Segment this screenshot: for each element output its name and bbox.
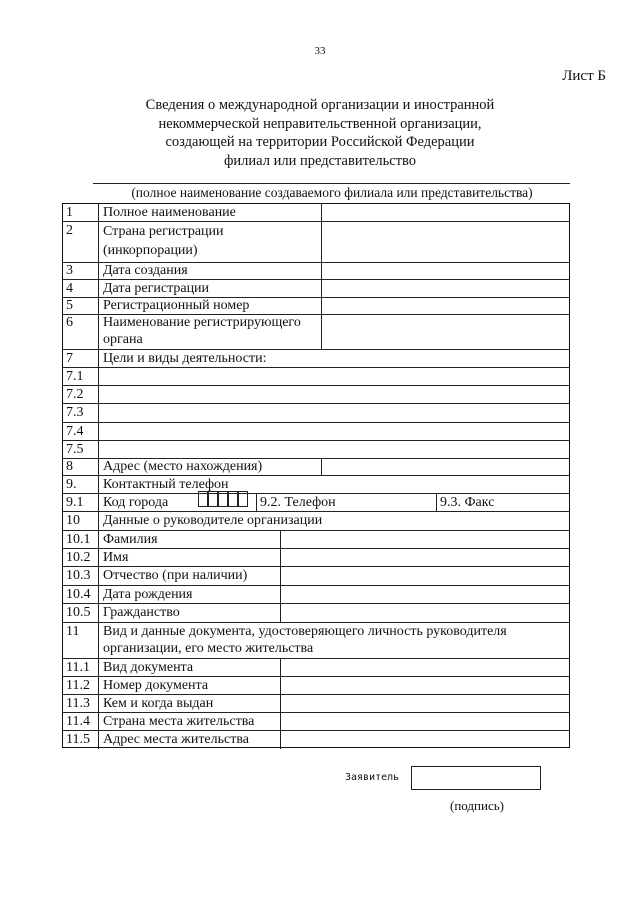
city-code-label: Код города [103,495,169,510]
signature-field[interactable] [411,766,541,790]
row-8-number: 8 [66,459,73,474]
row-8-label: Адрес (место нахождения) [103,459,263,474]
row-3-label: Дата создания [103,263,188,278]
row-11-3-label: Кем и когда выдан [103,696,214,711]
row-2-label: Страна регистрации (инкорпорации) [103,224,224,258]
row-11-4-label: Страна места жительства [103,714,255,729]
row-10-5-number: 10.5 [66,605,91,620]
row-10-1-label: Фамилия [103,532,158,547]
row-7-label: Цели и виды деятельности: [103,351,267,366]
row-9-1-number: 9.1 [66,495,84,510]
document-title [0,96,640,170]
row-11-2-label: Номер документа [103,678,209,693]
row-1-label: Полное наименование [103,205,236,220]
row-11-label: Вид и данные документа, удостоверяющего личность руководителя организации, его место жительства [103,624,507,656]
row-5-number: 5 [66,298,73,313]
row-10-4-label: Дата рождения [103,587,193,602]
row-3-number: 3 [66,263,73,278]
row-7-number: 7 [66,351,73,366]
city-code-box-1[interactable] [198,491,208,507]
row-7-1-number: 7.1 [66,369,84,384]
city-code-box-5[interactable] [238,491,248,507]
title-line-1: Сведения о международной организации и иностранной [145,97,495,113]
row-9-number: 9. [66,477,77,492]
row-11-2-number: 11.2 [66,678,90,693]
row-10-3-label: Отчество (при наличии) [103,568,248,583]
city-code-box-2[interactable] [208,491,218,507]
title-line-3: создающей на территории Российской Федерации [165,134,475,150]
row-10-3-number: 10.3 [66,568,91,583]
row-5-label: Регистрационный номер [103,298,250,313]
full-name-underline [93,183,570,184]
sheet-label: Лист Б [562,68,606,84]
city-code-box-4[interactable] [228,491,238,507]
city-code-box-3[interactable] [218,491,228,507]
fax-label: 9.3. Факс [440,495,495,510]
row-7-4-number: 7.4 [66,424,84,439]
row-11-4-number: 11.4 [66,714,90,729]
row-11-5-number: 11.5 [66,732,90,747]
row-10-2-label: Имя [103,550,129,565]
row-6-label: Наименование регистрирующего органа [103,315,301,347]
row-6-number: 6 [66,315,73,330]
row-10-4-number: 10.4 [66,587,91,602]
row-7-5-number: 7.5 [66,442,84,457]
info-table [62,203,570,748]
row-4-label: Дата регистрации [103,281,210,296]
title-line-2: некоммерческой неправительственной организации, [158,115,482,132]
row-1-number: 1 [66,205,73,220]
row-10-number: 10 [66,513,80,528]
row-11-1-label: Вид документа [103,660,194,675]
row-11-3-number: 11.3 [66,696,90,711]
page-number: 33 [314,45,326,57]
row-11-5-label: Адрес места жительства [103,732,249,747]
phone-label: 9.2. Телефон [260,495,336,510]
row-9-label: Контактный телефон [103,477,229,492]
row-10-label: Данные о руководителе организации [103,513,323,528]
row-2-number: 2 [66,223,73,238]
row-10-5-label: Гражданство [103,605,180,620]
row-10-1-number: 10.1 [66,532,91,547]
row-4-number: 4 [66,281,73,296]
row-11-1-number: 11.1 [66,660,90,675]
row-7-2-number: 7.2 [66,387,84,402]
row-10-2-number: 10.2 [66,550,91,565]
signature-caption: (подпись) [450,798,504,813]
applicant-label: Заявитель [345,772,400,783]
row-7-3-number: 7.3 [66,405,84,420]
full-name-caption: (полное наименование создаваемого филиала или представительства) [131,185,533,200]
row-11-number: 11 [66,624,80,639]
title-line-4: филиал или представительство [224,152,416,169]
